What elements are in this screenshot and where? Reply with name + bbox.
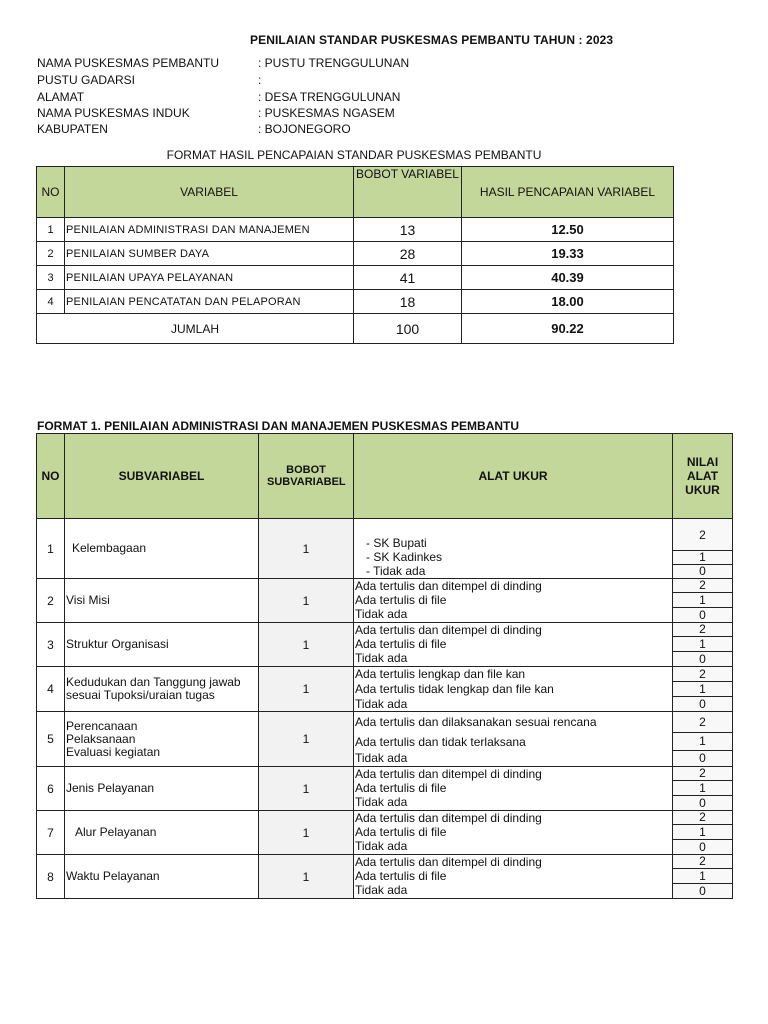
format1-cell-subvariabel: Waktu Pelayanan <box>65 855 259 899</box>
alat-ukur-option: Ada tertulis dan ditempel di dinding <box>355 855 542 869</box>
format1-cell-alat-ukur <box>354 579 673 623</box>
nilai-value: 2 <box>673 623 732 637</box>
summary-total-hasil: 90.22 <box>462 314 674 344</box>
summary-row <box>37 290 674 314</box>
info-label-puskesmas-induk: NAMA PUSKESMAS INDUK <box>37 106 190 120</box>
alat-ukur-option: - SK Kadinkes <box>366 550 443 564</box>
format1-cell-subvariabel: Kelembagaan <box>65 519 259 579</box>
summary-header-row <box>37 167 674 218</box>
info-value-alamat: : DESA TRENGGULUNAN <box>258 90 401 104</box>
alat-ukur-option: Ada tertulis di file <box>355 781 447 795</box>
nilai-value: 0 <box>673 565 732 578</box>
format1-cell-nilai <box>673 855 733 899</box>
format1-cell-nilai <box>673 623 733 667</box>
format1-header-no: NO <box>37 434 65 519</box>
format1-cell-subvariabel <box>65 712 259 767</box>
alat-ukur-option: Tidak ada <box>355 839 408 853</box>
summary-cell-hasil: 40.39 <box>462 266 674 290</box>
alat-ukur-option: - Tidak ada <box>366 564 426 578</box>
summary-cell-hasil: 18.00 <box>462 290 674 314</box>
info-value-puskesmas-induk: : PUSKESMAS NGASEM <box>258 106 395 120</box>
nilai-value: 2 <box>673 579 732 593</box>
summary-table <box>36 166 674 344</box>
format1-row <box>37 519 733 579</box>
alat-ukur-option: Ada tertulis di file <box>355 869 447 883</box>
info-label-pustu-gadarsi: PUSTU GADARSI <box>37 73 136 87</box>
format1-cell-bobot: 1 <box>259 811 354 855</box>
alat-ukur-option: Tidak ada <box>355 651 408 665</box>
nilai-value: 0 <box>673 796 732 810</box>
nilai-value: 0 <box>673 840 732 854</box>
nilai-value: 1 <box>673 825 732 840</box>
alat-ukur-option: Tidak ada <box>355 607 408 621</box>
summary-header-hasil: HASIL PENCAPAIAN VARIABEL <box>462 167 674 218</box>
format1-header-subvariabel: SUBVARIABEL <box>65 434 259 519</box>
summary-total-bobot: 100 <box>354 314 462 344</box>
summary-cell-no: 3 <box>37 266 65 290</box>
format1-cell-bobot: 1 <box>259 855 354 899</box>
summary-cell-bobot: 28 <box>354 242 462 266</box>
format1-cell-bobot: 1 <box>259 519 354 579</box>
format1-row <box>37 623 733 667</box>
alat-ukur-option: Tidak ada <box>355 883 408 897</box>
format1-cell-subvariabel: Jenis Pelayanan <box>65 767 259 811</box>
nilai-value: 1 <box>673 682 732 697</box>
summary-cell-bobot: 13 <box>354 218 462 242</box>
format1-cell-alat-ukur <box>354 623 673 667</box>
alat-ukur-option: Ada tertulis dan tidak terlaksana <box>355 735 526 749</box>
format1-cell-alat-ukur <box>354 712 673 767</box>
info-label-alamat: ALAMAT <box>37 90 85 104</box>
summary-cell-no: 2 <box>37 242 65 266</box>
format1-cell-bobot: 1 <box>259 712 354 767</box>
format1-header-nilai: NILAI ALAT UKUR <box>673 434 733 519</box>
format1-cell-bobot: 1 <box>259 579 354 623</box>
format1-row <box>37 855 733 899</box>
alat-ukur-option: Ada tertulis dan ditempel di dinding <box>355 811 542 825</box>
format1-cell-no: 3 <box>37 623 65 667</box>
alat-ukur-option: Tidak ada <box>355 751 408 765</box>
nilai-value: 1 <box>673 551 732 565</box>
nilai-value: 0 <box>673 652 732 666</box>
alat-ukur-option: Ada tertulis dan dilaksanakan sesuai rencana <box>355 715 597 729</box>
format1-cell-alat-ukur <box>354 519 673 579</box>
summary-header-no: NO <box>37 167 65 218</box>
format1-cell-bobot: 1 <box>259 667 354 712</box>
nilai-value: 0 <box>673 884 732 898</box>
summary-header-bobot: BOBOT VARIABEL <box>354 167 462 218</box>
summary-row <box>37 242 674 266</box>
document-title: PENILAIAN STANDAR PUSKESMAS PEMBANTU TAHUN : 2023 <box>250 33 614 47</box>
summary-cell-bobot: 18 <box>354 290 462 314</box>
format1-cell-alat-ukur <box>354 767 673 811</box>
format1-table <box>36 433 733 899</box>
summary-cell-bobot: 41 <box>354 266 462 290</box>
info-label-kabupaten: KABUPATEN <box>37 122 108 136</box>
nilai-value: 2 <box>673 712 732 733</box>
info-value-puskesmas-pembantu: : PUSTU TRENGGULUNAN <box>258 56 410 70</box>
format1-cell-alat-ukur <box>354 811 673 855</box>
summary-cell-variabel: PENILAIAN ADMINISTRASI DAN MANAJEMEN <box>65 218 354 242</box>
format1-cell-subvariabel: Visi Misi <box>65 579 259 623</box>
format1-cell-no: 5 <box>37 712 65 767</box>
alat-ukur-option: Ada tertulis tidak lengkap dan file kan <box>355 682 554 696</box>
format1-row <box>37 811 733 855</box>
format1-cell-nilai <box>673 767 733 811</box>
format1-cell-subvariabel: Struktur Organisasi <box>65 623 259 667</box>
summary-cell-variabel: PENILAIAN SUMBER DAYA <box>65 242 354 266</box>
summary-cell-variabel: PENILAIAN PENCATATAN DAN PELAPORAN <box>65 290 354 314</box>
format1-row <box>37 667 733 712</box>
summary-row <box>37 218 674 242</box>
format1-header-bobot: BOBOT SUBVARIABEL <box>259 434 354 519</box>
alat-ukur-option: Ada tertulis lengkap dan file kan <box>355 667 526 681</box>
format1-cell-no: 8 <box>37 855 65 899</box>
format1-cell-bobot: 1 <box>259 767 354 811</box>
nilai-value: 2 <box>673 767 732 781</box>
alat-ukur-option: Ada tertulis dan ditempel di dinding <box>355 767 542 781</box>
alat-ukur-option: Ada tertulis di file <box>355 593 447 607</box>
format1-cell-bobot: 1 <box>259 623 354 667</box>
summary-header-variabel: VARIABEL <box>65 167 354 218</box>
format1-cell-nilai <box>673 519 733 579</box>
info-value-kabupaten: : BOJONEGORO <box>258 122 351 136</box>
nilai-value: 1 <box>673 869 732 884</box>
nilai-value: 1 <box>673 733 732 751</box>
alat-ukur-option: - SK Bupati <box>366 536 427 550</box>
format1-cell-nilai <box>673 712 733 767</box>
nilai-value: 0 <box>673 751 732 766</box>
alat-ukur-option: Tidak ada <box>355 697 408 711</box>
summary-cell-variabel: PENILAIAN UPAYA PELAYANAN <box>65 266 354 290</box>
format1-cell-subvariabel: Alur Pelayanan <box>65 811 259 855</box>
alat-ukur-option: Ada tertulis di file <box>355 825 447 839</box>
nilai-value: 2 <box>673 855 732 869</box>
format1-title: FORMAT 1. PENILAIAN ADMINISTRASI DAN MANAJEMEN PUSKESMAS PEMBANTU <box>37 419 520 433</box>
format1-row <box>37 767 733 811</box>
summary-row <box>37 266 674 290</box>
format1-cell-no: 1 <box>37 519 65 579</box>
alat-ukur-option: Ada tertulis dan ditempel di dinding <box>355 579 542 593</box>
format1-row <box>37 712 733 767</box>
nilai-value: 1 <box>673 637 732 652</box>
summary-cell-no: 1 <box>37 218 65 242</box>
format1-header-row <box>37 434 733 519</box>
alat-ukur-option: Ada tertulis dan ditempel di dinding <box>355 623 542 637</box>
format1-cell-alat-ukur <box>354 667 673 712</box>
format1-cell-subvariabel: Kedudukan dan Tanggung jawab sesuai Tupoksi/uraian tugas <box>65 667 259 712</box>
format1-cell-no: 6 <box>37 767 65 811</box>
summary-total-row <box>37 314 674 344</box>
nilai-value: 2 <box>673 811 732 825</box>
nilai-value: 1 <box>673 593 732 608</box>
nilai-value: 1 <box>673 781 732 796</box>
format1-row <box>37 579 733 623</box>
format1-cell-no: 4 <box>37 667 65 712</box>
summary-cell-hasil: 19.33 <box>462 242 674 266</box>
nilai-value: 2 <box>673 667 732 682</box>
summary-cell-no: 4 <box>37 290 65 314</box>
format1-cell-nilai <box>673 811 733 855</box>
format1-cell-no: 7 <box>37 811 65 855</box>
nilai-value: 2 <box>673 519 732 551</box>
format1-cell-alat-ukur <box>354 855 673 899</box>
format1-cell-nilai <box>673 667 733 712</box>
alat-ukur-option: Ada tertulis di file <box>355 637 447 651</box>
summary-cell-hasil: 12.50 <box>462 218 674 242</box>
format1-cell-nilai <box>673 579 733 623</box>
nilai-value: 0 <box>673 608 732 622</box>
format1-header-alat-ukur: ALAT UKUR <box>354 434 673 519</box>
info-value-pustu-gadarsi: : <box>258 73 262 87</box>
format1-cell-no: 2 <box>37 579 65 623</box>
alat-ukur-option: Tidak ada <box>355 795 408 809</box>
summary-caption: FORMAT HASIL PENCAPAIAN STANDAR PUSKESMAS PEMBANTU <box>166 148 542 162</box>
summary-total-label: JUMLAH <box>37 314 354 344</box>
subvariabel-text: Perencanaan Pelaksanaan Evaluasi kegiatan <box>66 718 161 759</box>
info-label-puskesmas-pembantu: NAMA PUSKESMAS PEMBANTU <box>37 56 220 70</box>
nilai-value: 0 <box>673 697 732 711</box>
